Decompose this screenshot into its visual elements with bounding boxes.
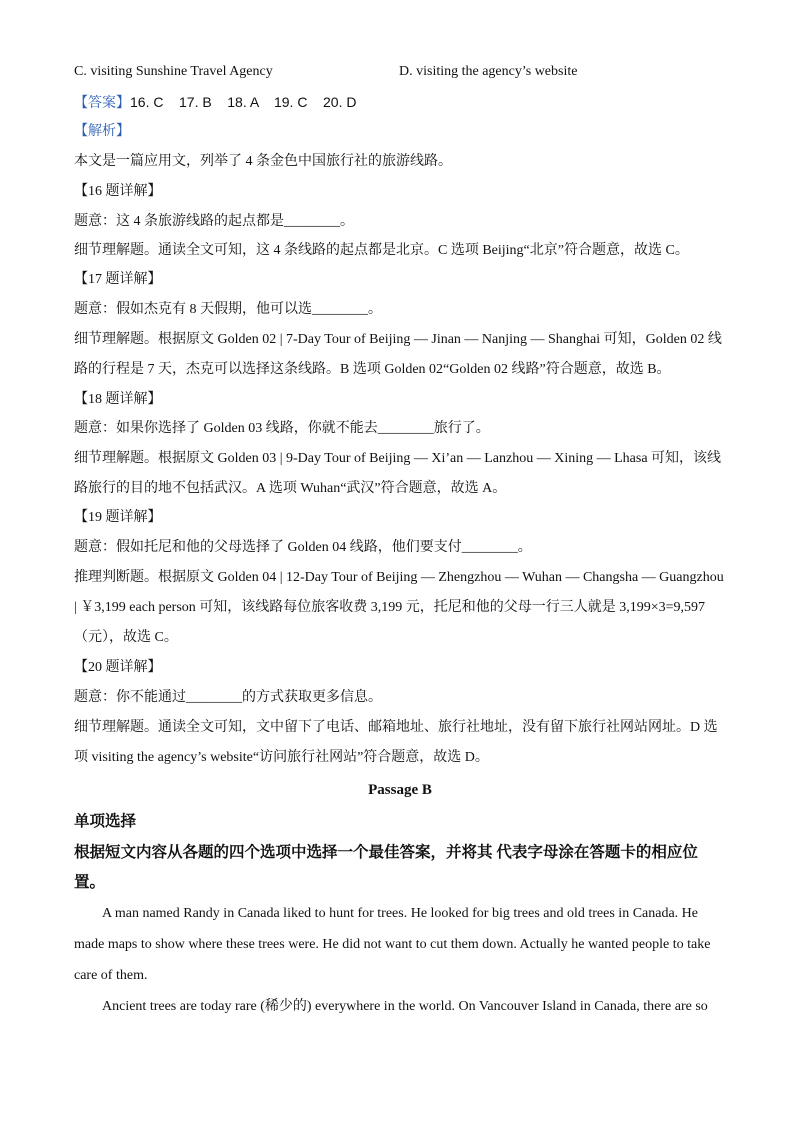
q20-detail-1: 细节理解题。通读全文可知，文中留下了电话、邮箱地址、旅行社地址，没有留下旅行社网站网址。D 选	[74, 720, 718, 735]
q19-header: 【19 题详解】	[74, 510, 162, 525]
q18-meaning: 题意：如果你选择了 Golden 03 线路，你就不能去________旅行了。	[74, 421, 490, 436]
q17-header: 【17 题详解】	[74, 272, 162, 287]
option-c: C. visiting Sunshine Travel Agency	[74, 64, 273, 79]
q20-detail-2: 项 visiting the agency’s website“访问旅行社网站”符合题意，故选 D。	[74, 750, 489, 765]
analysis-label: 【解析】	[74, 124, 130, 139]
q17-meaning: 题意：假如杰克有 8 天假期，他可以选________。	[74, 302, 382, 317]
passage-paragraph-2-line-1: Ancient trees are today rare (稀少的) everywhere in the world. On Vancouver Island in Canada, there are so	[102, 999, 708, 1014]
q19-detail-3: （元），故选 C。	[74, 630, 178, 645]
q19-detail-1: 推理判断题。根据原文 Golden 04 | 12-Day Tour of Beijing — Zhengzhou — Wuhan — Changsha — Guangzhou	[74, 570, 724, 585]
q18-header: 【18 题详解】	[74, 392, 162, 407]
q16-meaning: 题意：这 4 条旅游线路的起点都是________。	[74, 214, 354, 229]
q17-detail-1: 细节理解题。根据原文 Golden 02 | 7-Day Tour of Beijing — Jinan — Nanjing — Shanghai 可知，Golden 02 线	[74, 332, 722, 347]
q18-detail-1: 细节理解题。根据原文 Golden 03 | 9-Day Tour of Beijing — Xi’an — Lanzhou — Xining — Lhasa 可知，该线	[74, 451, 722, 466]
answer-text: 16. C 17. B 18. A 19. C 20. D	[130, 94, 357, 110]
q19-detail-2: | ￥3,199 each person 可知，该线路每位旅客收费 3,199 元，托尼和他的父母一行三人就是 3,199×3=9,597	[74, 600, 706, 615]
instruction-line-2: 置。	[74, 874, 106, 891]
q20-meaning: 题意：你不能通过________的方式获取更多信息。	[74, 690, 382, 705]
answer-line	[74, 92, 356, 114]
q19-meaning: 题意：假如托尼和他的父母选择了 Golden 04 线路，他们要支付________。	[74, 540, 532, 555]
q20-header: 【20 题详解】	[74, 660, 162, 675]
q18-detail-2: 路旅行的目的地不包括武汉。A 选项 Wuhan“武汉”符合题意，故选 A。	[74, 481, 507, 496]
section-title: 单项选择	[74, 813, 137, 830]
q16-header: 【16 题详解】	[74, 184, 162, 199]
passage-paragraph-1-line-2: made maps to show where these trees were. He did not want to cut them down. Actually he wanted people to take	[74, 937, 711, 952]
analysis-intro: 本文是一篇应用文，列举了 4 条金色中国旅行社的旅游线路。	[74, 154, 452, 169]
passage-paragraph-1-line-3: care of them.	[74, 968, 148, 983]
passage-title: Passage B	[368, 782, 432, 798]
q16-detail: 细节理解题。通读全文可知，这 4 条线路的起点都是北京。C 选项 Beijing“北京”符合题意，故选 C。	[74, 243, 689, 258]
passage-paragraph-1-line-1: A man named Randy in Canada liked to hunt for trees. He looked for big trees and old trees in Canada. He	[102, 906, 698, 921]
answer-label: 【答案】	[74, 96, 130, 111]
option-d: D. visiting the agency’s website	[399, 64, 578, 79]
instruction-line-1: 根据短文内容从各题的四个选项中选择一个最佳答案，并将其 代表字母涂在答题卡的相应位	[74, 844, 698, 861]
q17-detail-2: 路的行程是 7 天，杰克可以选择这条线路。B 选项 Golden 02“Golden 02 线路”符合题意，故选 B。	[74, 362, 671, 377]
